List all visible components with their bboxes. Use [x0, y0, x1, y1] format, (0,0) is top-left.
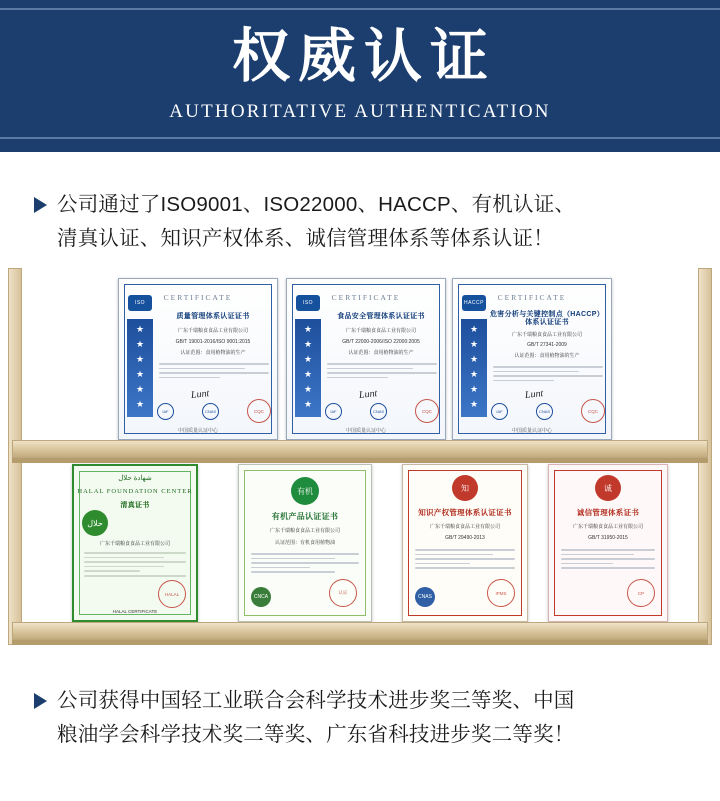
- certificate-title: 有机产品认证证书: [271, 512, 339, 521]
- red-stamp-icon: IPMS: [487, 579, 515, 607]
- certificate-body-lines: [251, 553, 359, 576]
- top-description-text: [57, 188, 575, 256]
- red-stamp-icon: 认证: [329, 579, 357, 607]
- iaf-badge-icon: CNAS: [370, 403, 387, 420]
- certificate-signature: Lunt: [524, 388, 544, 401]
- organic-logo-icon: 有机: [291, 477, 319, 505]
- certificate-note: HALAL CERTIFICATE: [112, 609, 158, 614]
- certificate-body-lines: [561, 549, 655, 572]
- bottom-line-1: 公司获得中国轻工业联合会科学技术进步奖三等奖、中国: [57, 689, 575, 712]
- certificate-footer: 中国质量认证中心: [511, 428, 552, 434]
- iaf-badge-icon: CNAS: [202, 403, 219, 420]
- certificate-standard: GB/T 29490-2013: [445, 535, 485, 541]
- certificate-iso9001[interactable]: [118, 278, 278, 440]
- haccp-badge-icon: HACCP: [462, 295, 486, 311]
- certificate-company: 广东千瑞粮食食品工业有限公司: [269, 528, 340, 534]
- certificate-footer: 中国质量认证中心: [345, 428, 386, 434]
- certificate-body-lines: [327, 363, 437, 381]
- certificate-ip-management[interactable]: [402, 464, 528, 622]
- halal-logo-icon: حلال: [82, 510, 108, 536]
- certificate-body-lines: [415, 549, 515, 572]
- triangle-bullet-icon: [34, 693, 47, 709]
- certificate-footer: 中国质量认证中心: [177, 428, 218, 434]
- red-stamp-icon: CQC: [247, 399, 271, 423]
- certificate-standard: GB/T 22000-2006/ISO 22000:2005: [342, 339, 420, 345]
- shelf-edge-bottom: [12, 640, 708, 645]
- page-subtitle: AUTHORITATIVE AUTHENTICATION: [169, 100, 551, 122]
- star-strip-decoration: ★ ★ ★ ★ ★ ★: [295, 319, 321, 417]
- certificate-company: 广东千瑞粮食食品工业有限公司: [177, 328, 248, 334]
- page-title: 权威认证: [231, 24, 496, 90]
- certificate-iso22000[interactable]: [286, 278, 446, 440]
- certificate-scope: 认证范围：食用植物油的生产: [514, 353, 580, 359]
- cnas-badge-icon: IAF: [157, 403, 174, 420]
- certificate-title: 知识产权管理体系认证证书: [418, 508, 512, 517]
- iso-badge-icon: ISO: [296, 295, 320, 311]
- ip-logo-icon: 知: [452, 475, 478, 501]
- cnas-badge-icon: IAF: [325, 403, 342, 420]
- certificate-credit-management[interactable]: [548, 464, 668, 622]
- cnas-badge-icon: IAF: [491, 403, 508, 420]
- certificate-signature: Lunt: [358, 388, 378, 401]
- bottom-line-2: 粮油学会科学技术奖二等奖、广东省科技进步奖二等奖！: [57, 723, 575, 746]
- top-line-1: 公司通过了ISO9001、ISO22000、HACCP、有机认证、: [57, 193, 576, 216]
- iso-badge-icon: ISO: [128, 295, 152, 311]
- certificate-body-lines: [159, 363, 269, 381]
- certificate-title: 危害分析与关键控制点（HACCP）体系认证证书: [490, 311, 604, 326]
- certificate-scope: 认证范围：有机食用植物油: [274, 540, 335, 546]
- green-stamp-icon: CP: [627, 579, 655, 607]
- certificate-company: 广东千瑞粮食食品工业有限公司: [99, 541, 170, 547]
- iaf-badge-icon: CNAS: [536, 403, 553, 420]
- cnas-logo-icon: CNAS: [415, 587, 435, 607]
- certificate-scope: 认证范围：食用植物油的生产: [180, 350, 246, 356]
- cnca-logo-icon: CNCA: [251, 587, 271, 607]
- certificate-organic[interactable]: [238, 464, 372, 622]
- green-stamp-icon: HALAL: [158, 580, 186, 608]
- certificate-company: 广东千瑞粮食食品工业有限公司: [345, 328, 416, 334]
- certificate-arabic-title: شهادة حلال: [118, 475, 152, 482]
- red-stamp-icon: CQC: [581, 399, 605, 423]
- certificate-accreditation-badges: [491, 399, 605, 423]
- certificate-title: 食品安全管理体系认证证书: [337, 313, 425, 320]
- bottom-description-text: [57, 684, 575, 752]
- banner-inner-frame: [0, 8, 720, 139]
- certificate-english-title: CERTIFICATE: [331, 293, 401, 302]
- certificate-company: 广东千瑞粮食食品工业有限公司: [511, 332, 582, 338]
- certificate-title: 诚信管理体系证书: [576, 508, 640, 517]
- red-stamp-icon: CQC: [415, 399, 439, 423]
- certificate-english-title: HALAL FOUNDATION CENTER: [77, 488, 193, 495]
- certificate-body-lines: [84, 552, 186, 580]
- certificate-signature: Lunt: [190, 388, 210, 401]
- top-line-2: 清真认证、知识产权体系、诚信管理体系等体系认证！: [57, 227, 554, 250]
- certificate-standard: GB/T 27341-2009: [527, 342, 567, 348]
- star-strip-decoration: ★ ★ ★ ★ ★ ★: [461, 319, 487, 417]
- certificate-title: 质量管理体系认证证书: [176, 313, 250, 320]
- star-strip-decoration: ★ ★ ★ ★ ★ ★: [127, 319, 153, 417]
- certificate-standard: GB/T 19001-2016/ISO 9001:2015: [175, 339, 251, 345]
- certificate-standard: GB/T 31950-2015: [588, 535, 628, 541]
- certificate-scope: 认证范围：食用植物油的生产: [348, 350, 414, 356]
- certificate-english-title: CERTIFICATE: [163, 293, 233, 302]
- page-header-banner: [0, 0, 720, 152]
- top-description-block: [0, 188, 720, 256]
- shelf-board-top: [12, 440, 708, 458]
- certificate-company: 广东千瑞粮食食品工业有限公司: [429, 524, 500, 530]
- certificate-display-shelf: [0, 268, 720, 658]
- shelf-board-bottom: [12, 622, 708, 640]
- certificate-halal[interactable]: [72, 464, 198, 622]
- certificate-body-lines: [493, 366, 603, 384]
- certificate-title: 清真证书: [120, 502, 150, 509]
- certificate-accreditation-badges: [325, 399, 439, 423]
- certificate-accreditation-badges: [157, 399, 271, 423]
- certificate-haccp[interactable]: [452, 278, 612, 440]
- triangle-bullet-icon: [34, 197, 47, 213]
- credit-logo-icon: 诚: [595, 475, 621, 501]
- certificate-company: 广东千瑞粮食食品工业有限公司: [572, 524, 643, 530]
- certificate-english-title: CERTIFICATE: [497, 293, 567, 302]
- shelf-edge-top: [12, 458, 708, 463]
- bottom-description-block: [0, 684, 720, 752]
